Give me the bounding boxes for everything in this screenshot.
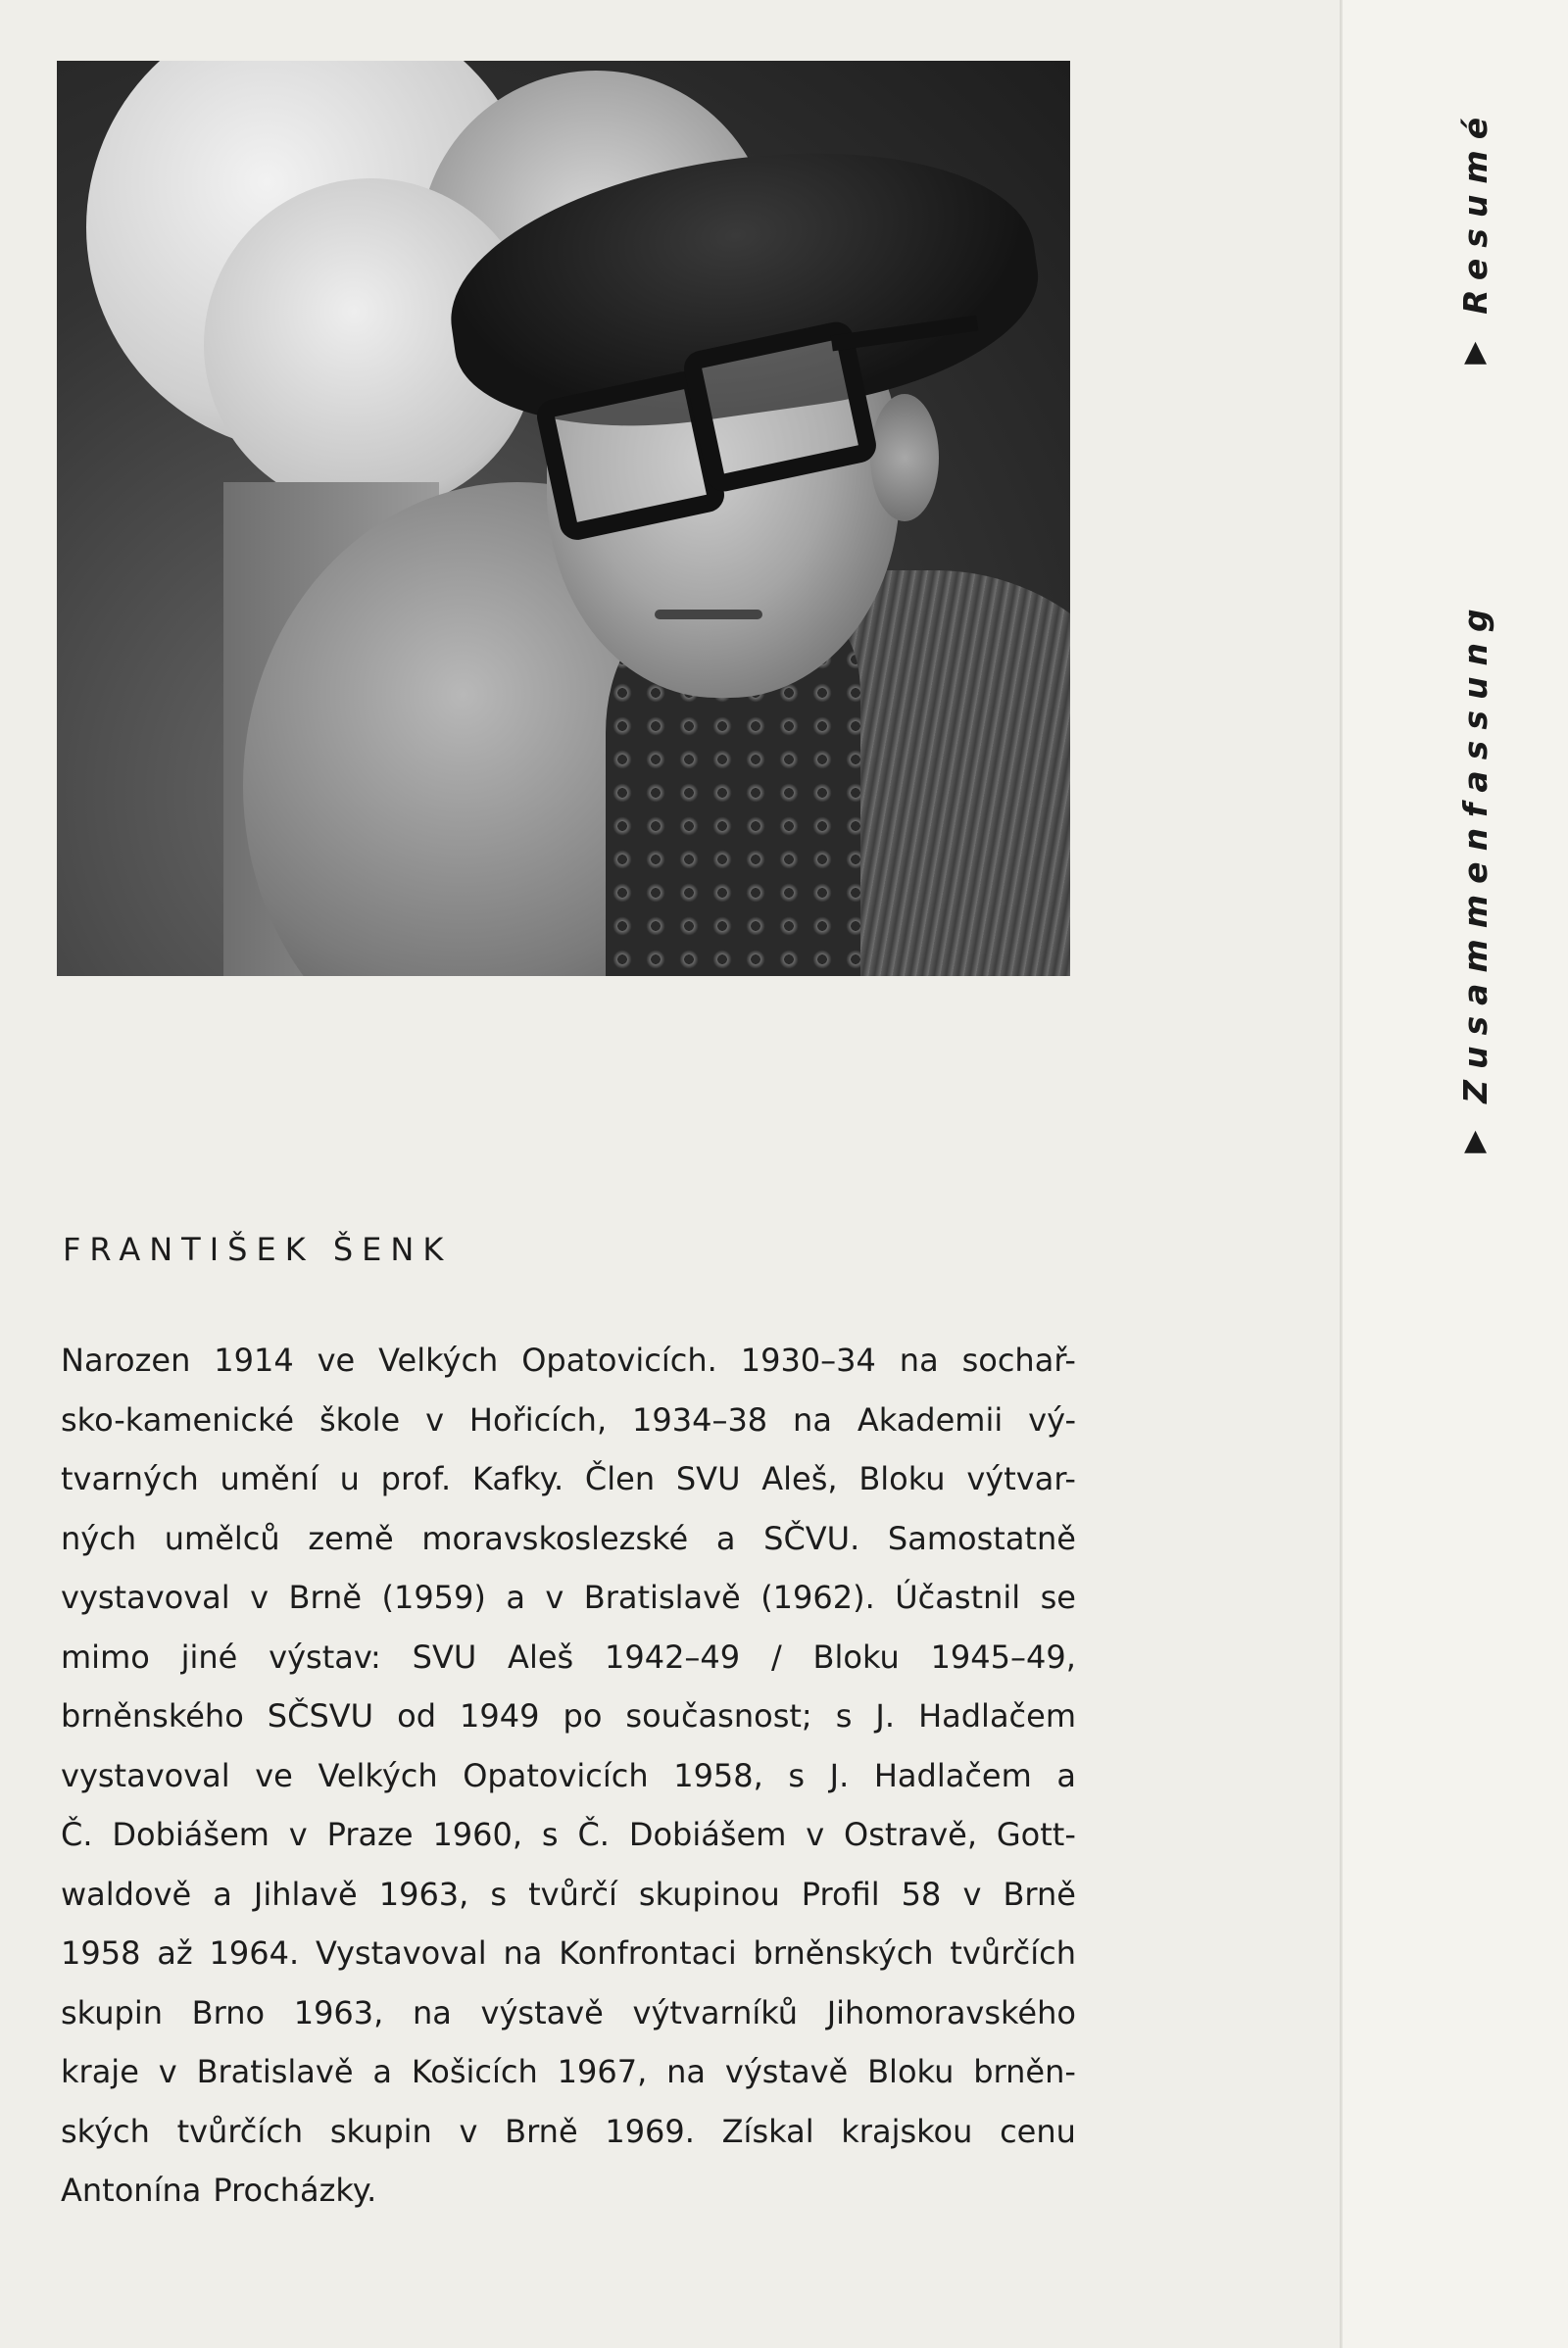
bio-word: krajskou [841, 2112, 973, 2150]
bio-word: Košicích [411, 2053, 538, 2090]
bio-word: Opatovicích. [521, 1342, 717, 1379]
bio-word: v [425, 1400, 444, 1439]
bio-word: Č. [577, 1816, 610, 1853]
bio-word: Č. [61, 1816, 93, 1853]
bio-word: sko-kamenické [61, 1400, 295, 1439]
triangle-marker-icon: ▲ [1463, 1122, 1488, 1157]
bio-line [61, 1815, 1076, 1875]
bio-word: Praze [326, 1816, 414, 1853]
bio-word: ve [317, 1342, 356, 1379]
bio-word: a [506, 1579, 525, 1616]
bio-word: Hořicích, [468, 1400, 608, 1439]
bio-word: v [288, 1816, 308, 1853]
bio-line [61, 1578, 1076, 1638]
bio-word: s [835, 1697, 853, 1735]
bio-word: Bloku [858, 1460, 946, 1497]
bio-word: Bloku [867, 2053, 955, 2090]
bio-word: kraje [61, 2053, 139, 2090]
bio-word: Vystavoval [315, 1934, 487, 1972]
bio-word: Narozen [61, 1342, 191, 1379]
bio-word: moravskoslezské [421, 1519, 689, 1557]
bio-word: Brně [288, 1579, 363, 1616]
bio-word: tvůrčí [528, 1875, 617, 1913]
biography-text [61, 1341, 1076, 2230]
tab-resume[interactable] [1456, 106, 1494, 368]
tab-zusammenfassung-label: Zusammenfassung [1456, 598, 1494, 1103]
bio-word: u [339, 1460, 360, 1497]
bio-word: Aleš, [761, 1460, 838, 1497]
bio-word: J. [829, 1756, 850, 1794]
side-flap [1343, 0, 1568, 2348]
bio-word: až [157, 1934, 193, 1972]
bio-word: země [308, 1519, 394, 1557]
bio-word: 1934–38 [632, 1400, 768, 1439]
bio-word: na [666, 2053, 707, 2090]
bio-word: výtvar- [966, 1460, 1076, 1497]
bio-word: 1960, [432, 1816, 523, 1853]
bio-word: 1945–49, [930, 1638, 1076, 1676]
bio-word: SČVU. [763, 1519, 860, 1557]
bio-line [61, 1459, 1076, 1519]
bio-word: Jihlavě [253, 1875, 358, 1913]
bio-line [61, 1696, 1076, 1756]
bio-word: 1942–49 [604, 1638, 741, 1676]
bio-word: Samostatně [887, 1519, 1076, 1557]
bio-word: po [563, 1697, 603, 1735]
bio-word: SVU [675, 1460, 741, 1497]
bio-word: výstavě [480, 1993, 604, 2031]
bio-word: ských [61, 2112, 150, 2150]
bio-line [61, 1519, 1076, 1579]
bio-word: 1963, [378, 1875, 469, 1913]
bio-word: Velkých [378, 1342, 499, 1379]
bio-word: 1963, [293, 1993, 384, 2031]
bio-word: Procházky. [213, 2172, 377, 2209]
bio-word: Člen [584, 1460, 656, 1497]
bio-word: Bratislavě [196, 2053, 354, 2090]
bio-word: brněnského [61, 1697, 244, 1735]
tab-zusammenfassung[interactable] [1456, 598, 1494, 1157]
bio-word: brněnských [753, 1934, 934, 1972]
bio-word: prof. [380, 1460, 452, 1497]
bio-word: Brně [505, 2112, 578, 2150]
bio-word: brněn- [973, 2053, 1076, 2090]
bio-word: Velkých [318, 1756, 438, 1794]
bio-word: 1914 [214, 1342, 294, 1379]
bio-word: v [459, 2112, 478, 2150]
bio-word: 1958, [673, 1756, 763, 1794]
artist-name-heading: FRANTIŠEK ŠENK [63, 1231, 453, 1268]
bio-word: ve [255, 1756, 293, 1794]
bio-word: Dobiášem [628, 1816, 787, 1853]
bio-word: skupinou [638, 1875, 780, 1913]
bio-word: ných [61, 1519, 137, 1557]
bio-word: a [1056, 1756, 1076, 1794]
bio-word: Aleš [508, 1638, 574, 1676]
bio-word: Získal [721, 2112, 814, 2150]
bio-word: a [715, 1519, 736, 1557]
bio-word: současnost; [625, 1697, 812, 1735]
bio-word: na [793, 1400, 832, 1439]
bio-word: s [490, 1875, 508, 1913]
bio-word: se [1040, 1579, 1076, 1616]
bio-word: 1964. [209, 1934, 300, 1972]
bio-word: 1930–34 [740, 1342, 876, 1379]
bio-word: umělců [164, 1519, 280, 1557]
bio-word: Profil [801, 1875, 880, 1913]
triangle-marker-icon: ▲ [1463, 333, 1488, 368]
bio-word: tvarných [61, 1460, 199, 1497]
bio-word: na [899, 1342, 939, 1379]
bio-word: výstav: [269, 1638, 381, 1676]
bio-word: 1958 [61, 1934, 141, 1972]
bio-word: vystavoval [61, 1756, 230, 1794]
bio-word: Účastnil [895, 1579, 1021, 1616]
bio-word: mimo [61, 1638, 150, 1676]
bio-word: jiné [180, 1638, 238, 1676]
bio-line [61, 1933, 1076, 1993]
bio-word: skupin [61, 1993, 163, 2031]
bio-word: 58 [901, 1875, 942, 1913]
bio-line [61, 1993, 1076, 2053]
bio-word: cenu [1000, 2112, 1076, 2150]
bio-word: tvůrčích [950, 1934, 1076, 1972]
bio-word: 1969. [605, 2112, 695, 2150]
bio-word: Konfrontaci [559, 1934, 737, 1972]
bio-word: SVU [412, 1638, 477, 1676]
bio-word: umění [220, 1460, 318, 1497]
bio-line [61, 2052, 1076, 2112]
bio-word: 1967, [557, 2053, 648, 2090]
bio-word: na [503, 1934, 543, 1972]
bio-line [61, 1756, 1076, 1816]
bio-word: tvůrčích [176, 2112, 304, 2150]
bio-word: výstavě [724, 2053, 849, 2090]
bio-word: Dobiášem [112, 1816, 270, 1853]
bio-line [61, 1875, 1076, 1934]
tab-resume-label: Resumé [1456, 106, 1494, 315]
bio-word: / [770, 1638, 782, 1676]
bio-word: Brně [1003, 1875, 1076, 1913]
bio-word: Akademii [857, 1400, 1004, 1439]
bio-word: Hadlačem [873, 1756, 1032, 1794]
bio-word: Antonína [61, 2172, 202, 2209]
portrait-photo [57, 61, 1070, 976]
bio-word: (1962). [760, 1579, 875, 1616]
bio-word: 1949 [460, 1697, 540, 1735]
bio-word: na [412, 1993, 452, 2031]
bio-word: v [158, 2053, 177, 2090]
bio-line [61, 1341, 1076, 1400]
bio-word: skupin [329, 2112, 432, 2150]
bio-word: Bloku [812, 1638, 900, 1676]
bio-word: s [788, 1756, 806, 1794]
bio-line [61, 1400, 1076, 1460]
bio-line [61, 1638, 1076, 1697]
bio-word: sochař- [961, 1342, 1076, 1379]
bio-word: vystavoval [61, 1579, 230, 1616]
bio-word: a [372, 2053, 392, 2090]
bio-line [61, 2171, 1076, 2230]
bio-word: v [250, 1579, 270, 1616]
bio-word: Jihomoravského [826, 1993, 1076, 2031]
bio-word: SČSVU [267, 1697, 374, 1735]
bio-line [61, 2112, 1076, 2172]
bio-word: a [213, 1875, 232, 1913]
bio-word: waldově [61, 1875, 192, 1913]
bio-word: Kafky. [471, 1460, 564, 1497]
bio-word: v [545, 1579, 564, 1616]
bio-word: Opatovicích [463, 1756, 649, 1794]
bio-word: Hadlačem [918, 1697, 1076, 1735]
bio-word: výtvarníků [632, 1993, 799, 2031]
bio-word: od [397, 1697, 436, 1735]
bio-word: vý- [1028, 1400, 1076, 1439]
bio-word: v [962, 1875, 982, 1913]
bio-word: v [806, 1816, 825, 1853]
bio-word: Gott- [996, 1816, 1076, 1853]
bio-word: (1959) [381, 1579, 486, 1616]
bio-word: Ostravě, [844, 1816, 977, 1853]
bio-word: Brno [191, 1993, 266, 2031]
bio-word: s [541, 1816, 559, 1853]
bio-word: Bratislavě [583, 1579, 741, 1616]
bio-word: J. [875, 1697, 896, 1735]
bio-word: škole [318, 1400, 401, 1439]
